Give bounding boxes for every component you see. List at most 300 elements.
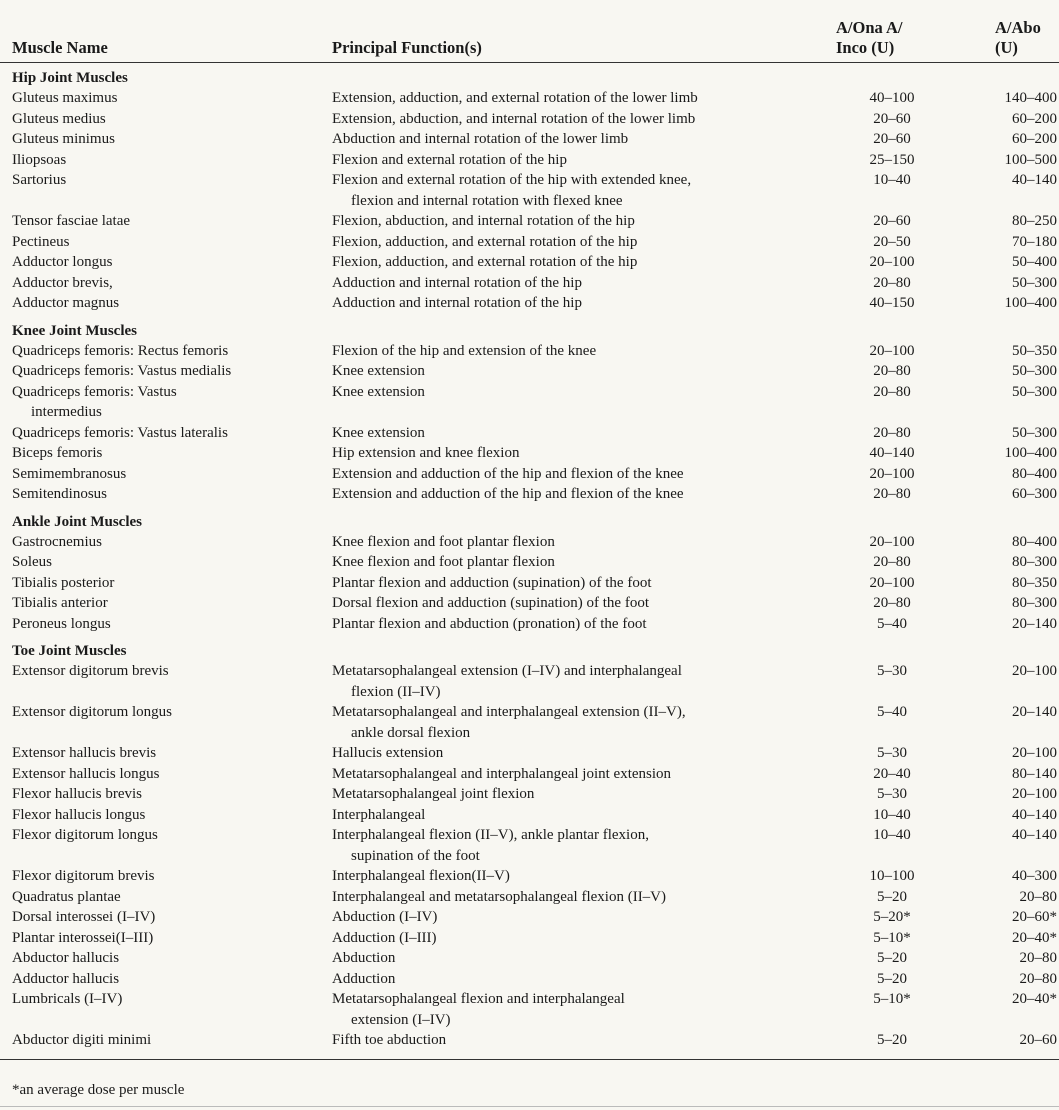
principal-function-line: Interphalangeal bbox=[332, 806, 426, 823]
principal-function-text bbox=[332, 661, 832, 702]
principal-function-cell bbox=[332, 361, 832, 382]
abo-dose-cell: 100–500 bbox=[1004, 151, 1057, 168]
abo-dose-cell: 60–300 bbox=[1012, 486, 1057, 502]
muscle-name-line: Extensor hallucis longus bbox=[12, 765, 160, 782]
principal-function-text bbox=[332, 109, 832, 130]
header-ona-line-1: A/Ona A/ bbox=[836, 18, 903, 37]
muscle-name-text bbox=[12, 702, 332, 723]
table-row bbox=[0, 764, 1059, 785]
footnote: *an average dose per muscle bbox=[12, 1082, 185, 1098]
ona-dose-cell: 20–60 bbox=[873, 131, 911, 147]
principal-function-line: Knee extension bbox=[332, 363, 425, 379]
muscle-name-cell bbox=[0, 1030, 332, 1059]
ona-dose-cell: 20–100 bbox=[869, 465, 915, 482]
abo-dose-cell: 100–400 bbox=[1004, 295, 1057, 311]
table-row bbox=[0, 948, 1059, 969]
ona-dose-cell: 20–80 bbox=[873, 486, 911, 502]
muscle-name-text bbox=[12, 232, 332, 253]
principal-function-line: Metatarsophalangeal extension (I–IV) and interphalangeal bbox=[332, 663, 682, 679]
principal-function-cell bbox=[332, 443, 832, 464]
muscle-name-cell bbox=[0, 573, 332, 594]
muscle-name-text bbox=[12, 252, 332, 273]
muscle-name-cell bbox=[0, 614, 332, 635]
header-ona-dose bbox=[832, 18, 952, 63]
muscle-name-line: Tibialis posterior bbox=[12, 574, 115, 591]
section-header-row bbox=[0, 505, 1059, 532]
header-abo-line-2: (U) bbox=[995, 37, 1018, 57]
muscle-name-line: Pectineus bbox=[12, 233, 70, 250]
muscle-name-text bbox=[12, 129, 332, 150]
ona-dose-cell: 20–100 bbox=[869, 342, 915, 359]
section-title: Hip Joint Muscles bbox=[12, 70, 128, 86]
table-row bbox=[0, 743, 1059, 764]
principal-function-cell bbox=[332, 805, 832, 826]
ona-dose-cell: 20–100 bbox=[869, 574, 915, 591]
principal-function-line: Plantar flexion and adduction (supination) of the foot bbox=[332, 574, 652, 591]
muscle-name-cell bbox=[0, 211, 332, 232]
principal-function-line: Metatarsophalangeal and interphalangeal joint extension bbox=[332, 765, 672, 782]
table-row bbox=[0, 1030, 1059, 1059]
muscle-name-line: Abductor hallucis bbox=[12, 950, 120, 966]
muscle-name-text bbox=[12, 784, 332, 805]
principal-function-cell bbox=[332, 989, 832, 1030]
table-row bbox=[0, 361, 1059, 382]
abo-dose-cell: 20–80 bbox=[1019, 888, 1057, 905]
principal-function-line: Flexion and external rotation of the hip bbox=[332, 151, 567, 168]
principal-function-cell bbox=[332, 764, 832, 785]
abo-dose-cell: 80–140 bbox=[1012, 765, 1057, 782]
abo-dose-cell: 20–100 bbox=[1012, 663, 1057, 679]
principal-function-text bbox=[332, 361, 832, 382]
muscle-name-line: Semitendinosus bbox=[12, 486, 108, 502]
principal-function-line: ankle dorsal flexion bbox=[351, 724, 471, 741]
abo-dose-cell: 20–140 bbox=[1012, 704, 1057, 720]
muscle-name-line: Flexor digitorum longus bbox=[12, 827, 158, 843]
table-row bbox=[0, 573, 1059, 594]
principal-function-cell bbox=[332, 211, 832, 232]
principal-function-cell bbox=[332, 273, 832, 294]
principal-function-line: Interphalangeal and metatarsophalangeal flexion (II–V) bbox=[332, 888, 667, 905]
muscle-name-line: Adductor longus bbox=[12, 254, 113, 270]
principal-function-cell bbox=[332, 614, 832, 635]
ona-dose-cell: 5–20 bbox=[877, 888, 907, 905]
muscle-name-cell bbox=[0, 702, 332, 743]
principal-function-text bbox=[332, 484, 832, 505]
principal-function-line: Abduction bbox=[332, 950, 396, 966]
ona-dose-cell: 20–50 bbox=[873, 233, 911, 250]
muscle-name-cell bbox=[0, 552, 332, 573]
muscle-name-line: Gluteus maximus bbox=[12, 90, 118, 106]
abo-dose-cell: 80–400 bbox=[1012, 533, 1057, 550]
muscle-name-line: Iliopsoas bbox=[12, 151, 67, 168]
table-row bbox=[0, 382, 1059, 423]
table-row bbox=[0, 341, 1059, 362]
principal-function-text bbox=[332, 423, 832, 444]
muscle-name-text bbox=[12, 907, 332, 928]
ona-dose-cell: 5–30 bbox=[877, 663, 907, 679]
principal-function-line: Dorsal flexion and adduction (supination) of the foot bbox=[332, 595, 650, 611]
principal-function-text bbox=[332, 989, 832, 1030]
principal-function-cell bbox=[332, 928, 832, 949]
principal-function-text bbox=[332, 341, 832, 362]
principal-function-cell bbox=[332, 382, 832, 423]
muscle-name-line: Quadriceps femoris: Vastus medialis bbox=[12, 363, 232, 379]
abo-dose-cell: 50–300 bbox=[1012, 424, 1057, 441]
principal-function-cell bbox=[332, 552, 832, 573]
abo-dose-cell: 80–300 bbox=[1012, 595, 1057, 611]
table-row bbox=[0, 532, 1059, 553]
ona-dose-cell: 40–140 bbox=[869, 445, 915, 461]
muscle-name-cell bbox=[0, 273, 332, 294]
ona-dose-cell: 40–150 bbox=[869, 295, 915, 311]
abo-dose-cell: 20–80 bbox=[1019, 950, 1057, 966]
muscle-name-cell bbox=[0, 969, 332, 990]
principal-function-line: extension (I–IV) bbox=[351, 1011, 451, 1028]
principal-function-text bbox=[332, 532, 832, 553]
muscle-name-line: Gluteus medius bbox=[12, 110, 106, 127]
header-abo-dose bbox=[952, 18, 1059, 63]
principal-function-text bbox=[332, 293, 832, 314]
principal-function-line: Knee extension bbox=[332, 383, 425, 400]
principal-function-cell bbox=[332, 293, 832, 314]
muscle-name-cell bbox=[0, 484, 332, 505]
muscle-name-cell bbox=[0, 661, 332, 702]
principal-function-text bbox=[332, 1030, 832, 1051]
principal-function-cell bbox=[332, 661, 832, 702]
muscle-name-line: Lumbricals (I–IV) bbox=[12, 991, 123, 1007]
abo-dose-cell: 50–400 bbox=[1012, 254, 1057, 270]
principal-function-cell bbox=[332, 948, 832, 969]
principal-function-cell bbox=[332, 88, 832, 109]
muscle-name-line: Gluteus minimus bbox=[12, 131, 115, 147]
abo-dose-cell: 20–60 bbox=[1019, 1032, 1057, 1048]
table-row bbox=[0, 150, 1059, 171]
muscle-name-text bbox=[12, 170, 332, 191]
ona-dose-cell: 20–100 bbox=[869, 533, 915, 550]
principal-function-text bbox=[332, 443, 832, 464]
muscle-name-cell bbox=[0, 948, 332, 969]
muscle-name-line: Dorsal interossei (I–IV) bbox=[12, 909, 156, 925]
table-row bbox=[0, 129, 1059, 150]
principal-function-text bbox=[332, 552, 832, 573]
muscle-name-text bbox=[12, 341, 332, 362]
section-title: Toe Joint Muscles bbox=[12, 643, 127, 659]
muscle-name-cell bbox=[0, 743, 332, 764]
principal-function-text bbox=[332, 464, 832, 485]
muscle-name-line: Sartorius bbox=[12, 172, 67, 188]
principal-function-cell bbox=[332, 532, 832, 553]
table-bottom-rule bbox=[0, 1059, 1059, 1060]
abo-dose-cell: 20–100 bbox=[1012, 745, 1057, 761]
muscle-name-line: Quadratus plantae bbox=[12, 888, 121, 905]
principal-function-line: Flexion, adduction, and external rotation of the hip bbox=[332, 233, 638, 250]
muscle-name-text bbox=[12, 805, 332, 826]
abo-dose-cell: 50–300 bbox=[1012, 274, 1057, 291]
principal-function-line: Flexion of the hip and extension of the knee bbox=[332, 342, 597, 359]
muscle-name-cell bbox=[0, 293, 332, 314]
muscle-name-text bbox=[12, 443, 332, 464]
principal-function-line: Metatarsophalangeal and interphalangeal extension (II–V), bbox=[332, 704, 686, 720]
ona-dose-cell: 40–100 bbox=[869, 90, 915, 106]
table-row bbox=[0, 866, 1059, 887]
principal-function-text bbox=[332, 825, 832, 866]
muscle-name-line: Quadriceps femoris: Rectus femoris bbox=[12, 342, 229, 359]
muscle-name-text bbox=[12, 1030, 332, 1051]
muscle-name-text bbox=[12, 552, 332, 573]
principal-function-text bbox=[332, 88, 832, 109]
muscle-name-text bbox=[12, 109, 332, 130]
principal-function-text bbox=[332, 211, 832, 232]
principal-function-text bbox=[332, 150, 832, 171]
section-title: Ankle Joint Muscles bbox=[12, 513, 143, 530]
muscle-name-cell bbox=[0, 443, 332, 464]
abo-dose-cell: 100–400 bbox=[1004, 445, 1057, 461]
ona-dose-cell: 5–20 bbox=[877, 970, 907, 987]
muscle-name-text bbox=[12, 150, 332, 171]
ona-dose-cell: 5–20* bbox=[873, 909, 911, 925]
ona-dose-cell: 10–40 bbox=[873, 827, 911, 843]
abo-dose-cell: 40–300 bbox=[1012, 868, 1057, 884]
muscle-name-text bbox=[12, 661, 332, 682]
muscle-name-line: Adductor brevis, bbox=[12, 274, 113, 291]
principal-function-line: flexion (II–IV) bbox=[351, 683, 441, 700]
table-header bbox=[0, 18, 1059, 63]
table-row bbox=[0, 211, 1059, 232]
muscle-name-line: Flexor hallucis brevis bbox=[12, 786, 142, 802]
muscle-name-text bbox=[12, 887, 332, 908]
ona-dose-cell: 20–80 bbox=[873, 363, 911, 379]
muscle-name-text bbox=[12, 866, 332, 887]
principal-function-text bbox=[332, 614, 832, 635]
muscle-name-text bbox=[12, 273, 332, 294]
section-header-row bbox=[0, 314, 1059, 341]
table-body bbox=[0, 63, 1059, 1060]
muscle-name-cell bbox=[0, 764, 332, 785]
table-row bbox=[0, 252, 1059, 273]
table-row bbox=[0, 232, 1059, 253]
principal-function-text bbox=[332, 969, 832, 990]
ona-dose-cell: 20–80 bbox=[873, 554, 911, 570]
muscle-name-line: Quadriceps femoris: Vastus bbox=[12, 383, 177, 400]
muscle-name-cell bbox=[0, 361, 332, 382]
muscle-name-cell bbox=[0, 150, 332, 171]
principal-function-line: Adduction and internal rotation of the hip bbox=[332, 274, 582, 291]
abo-dose-cell: 80–250 bbox=[1012, 213, 1057, 229]
muscle-name-text bbox=[12, 464, 332, 485]
principal-function-line: Extension, adduction, and external rotation of the lower limb bbox=[332, 90, 698, 106]
muscle-name-cell bbox=[0, 341, 332, 362]
table-row bbox=[0, 825, 1059, 866]
muscle-name-text bbox=[12, 382, 332, 423]
abo-dose-cell: 20–140 bbox=[1012, 615, 1057, 632]
principal-function-cell bbox=[332, 341, 832, 362]
principal-function-line: Hip extension and knee flexion bbox=[332, 445, 520, 461]
muscle-name-line: Soleus bbox=[12, 554, 53, 570]
ona-dose-cell: 5–30 bbox=[877, 786, 907, 802]
principal-function-cell bbox=[332, 1030, 832, 1059]
principal-function-text bbox=[332, 805, 832, 826]
muscle-name-text bbox=[12, 573, 332, 594]
principal-function-line: Adduction (I–III) bbox=[332, 929, 437, 946]
ona-dose-cell: 20–80 bbox=[873, 383, 911, 400]
ona-dose-cell: 20–80 bbox=[873, 274, 911, 291]
ona-dose-cell: 5–30 bbox=[877, 745, 907, 761]
muscle-name-line: Flexor digitorum brevis bbox=[12, 868, 155, 884]
table-row bbox=[0, 552, 1059, 573]
principal-function-line: Metatarsophalangeal joint flexion bbox=[332, 786, 535, 802]
abo-dose-cell: 50–300 bbox=[1012, 383, 1057, 400]
table-row bbox=[0, 989, 1059, 1030]
muscle-name-cell bbox=[0, 784, 332, 805]
muscle-name-text bbox=[12, 989, 332, 1010]
principal-function-text bbox=[332, 593, 832, 614]
principal-function-text bbox=[332, 948, 832, 969]
muscle-name-text bbox=[12, 293, 332, 314]
principal-function-text bbox=[332, 928, 832, 949]
muscle-name-cell bbox=[0, 109, 332, 130]
muscle-name-line: Abductor digiti minimi bbox=[12, 1032, 152, 1048]
principal-function-cell bbox=[332, 484, 832, 505]
principal-function-text bbox=[332, 170, 832, 211]
muscle-name-line: Extensor hallucis brevis bbox=[12, 745, 157, 761]
principal-function-cell bbox=[332, 743, 832, 764]
principal-function-cell bbox=[332, 969, 832, 990]
ona-dose-cell: 5–40 bbox=[877, 704, 907, 720]
muscle-name-line: Peroneus longus bbox=[12, 615, 111, 632]
muscle-name-line: Flexor hallucis longus bbox=[12, 806, 146, 823]
table-row bbox=[0, 805, 1059, 826]
principal-function-line: Adduction and internal rotation of the hip bbox=[332, 295, 582, 311]
table-row bbox=[0, 661, 1059, 702]
muscle-name-line: Tibialis anterior bbox=[12, 595, 108, 611]
principal-function-text bbox=[332, 743, 832, 764]
ona-dose-cell: 20–60 bbox=[873, 110, 911, 127]
section-header-row bbox=[0, 63, 1059, 89]
muscle-name-text bbox=[12, 614, 332, 635]
principal-function-text bbox=[332, 252, 832, 273]
muscle-name-text bbox=[12, 764, 332, 785]
muscle-name-text bbox=[12, 593, 332, 614]
principal-function-text bbox=[332, 866, 832, 887]
ona-dose-cell: 20–80 bbox=[873, 595, 911, 611]
table-row bbox=[0, 614, 1059, 635]
table-row bbox=[0, 887, 1059, 908]
table-row bbox=[0, 907, 1059, 928]
ona-dose-cell: 20–60 bbox=[873, 213, 911, 229]
principal-function-text bbox=[332, 887, 832, 908]
ona-dose-cell: 10–40 bbox=[873, 172, 911, 188]
table-row bbox=[0, 293, 1059, 314]
muscle-name-line: Extensor digitorum brevis bbox=[12, 663, 169, 679]
abo-dose-cell: 20–80 bbox=[1019, 970, 1057, 987]
table-row bbox=[0, 928, 1059, 949]
principal-function-text bbox=[332, 784, 832, 805]
principal-function-cell bbox=[332, 423, 832, 444]
principal-function-cell bbox=[332, 907, 832, 928]
table-row bbox=[0, 170, 1059, 211]
muscle-name-line: Adductor magnus bbox=[12, 295, 120, 311]
principal-function-text bbox=[332, 232, 832, 253]
principal-function-line: Hallucis extension bbox=[332, 745, 444, 761]
muscle-name-cell bbox=[0, 382, 332, 423]
ona-dose-cell: 5–20 bbox=[877, 950, 907, 966]
header-principal-function: Principal Function(s) bbox=[332, 18, 832, 63]
muscle-name-text bbox=[12, 969, 332, 990]
ona-dose-cell: 20–40 bbox=[873, 765, 911, 782]
muscle-name-line: intermedius bbox=[31, 404, 102, 420]
section-header-row bbox=[0, 634, 1059, 661]
ona-dose-cell: 25–150 bbox=[869, 151, 915, 168]
principal-function-cell bbox=[332, 109, 832, 130]
abo-dose-cell: 50–350 bbox=[1012, 342, 1057, 359]
abo-dose-cell: 20–60* bbox=[1012, 909, 1057, 925]
table-row bbox=[0, 464, 1059, 485]
muscle-name-text bbox=[12, 423, 332, 444]
muscle-name-cell bbox=[0, 532, 332, 553]
principal-function-text bbox=[332, 764, 832, 785]
principal-function-line: Knee flexion and foot plantar flexion bbox=[332, 554, 555, 570]
table-row bbox=[0, 88, 1059, 109]
muscle-name-cell bbox=[0, 907, 332, 928]
principal-function-text bbox=[332, 382, 832, 403]
muscle-name-cell bbox=[0, 989, 332, 1030]
principal-function-cell bbox=[332, 866, 832, 887]
muscle-name-line: Plantar interossei(I–III) bbox=[12, 929, 154, 946]
abo-dose-cell: 20–40* bbox=[1012, 991, 1057, 1007]
principal-function-cell bbox=[332, 232, 832, 253]
muscle-name-cell bbox=[0, 423, 332, 444]
muscle-name-line: Tensor fasciae latae bbox=[12, 213, 131, 229]
bottom-divider bbox=[0, 1106, 1059, 1107]
abo-dose-cell: 20–100 bbox=[1012, 786, 1057, 802]
principal-function-cell bbox=[332, 593, 832, 614]
principal-function-cell bbox=[332, 129, 832, 150]
principal-function-text bbox=[332, 129, 832, 150]
abo-dose-cell: 80–300 bbox=[1012, 554, 1057, 570]
abo-dose-cell: 60–200 bbox=[1012, 110, 1057, 127]
principal-function-text bbox=[332, 273, 832, 294]
principal-function-line: Interphalangeal flexion (II–V), ankle plantar flexion, bbox=[332, 827, 649, 843]
abo-dose-cell: 40–140 bbox=[1012, 806, 1057, 823]
table-row bbox=[0, 484, 1059, 505]
principal-function-line: Flexion, adduction, and external rotation of the hip bbox=[332, 254, 638, 270]
principal-function-text bbox=[332, 702, 832, 743]
muscle-name-cell bbox=[0, 928, 332, 949]
abo-dose-cell: 60–200 bbox=[1012, 131, 1057, 147]
muscle-name-cell bbox=[0, 825, 332, 866]
ona-dose-cell: 5–20 bbox=[877, 1032, 907, 1048]
muscle-name-cell bbox=[0, 170, 332, 211]
ona-dose-cell: 10–40 bbox=[873, 806, 911, 823]
abo-dose-cell: 20–40* bbox=[1012, 929, 1057, 946]
principal-function-cell bbox=[332, 464, 832, 485]
principal-function-line: Plantar flexion and abduction (pronation) of the foot bbox=[332, 615, 647, 632]
muscle-name-line: Extensor digitorum longus bbox=[12, 704, 172, 720]
principal-function-line: Extension and adduction of the hip and flexion of the knee bbox=[332, 486, 684, 502]
muscle-name-text bbox=[12, 928, 332, 949]
muscle-dose-table bbox=[0, 18, 1059, 1060]
muscle-name-cell bbox=[0, 866, 332, 887]
principal-function-line: Adduction bbox=[332, 970, 396, 987]
muscle-name-cell bbox=[0, 464, 332, 485]
muscle-name-cell bbox=[0, 129, 332, 150]
ona-dose-cell: 5–10* bbox=[873, 929, 911, 946]
muscle-name-line: Quadriceps femoris: Vastus lateralis bbox=[12, 424, 228, 441]
ona-dose-cell: 5–40 bbox=[877, 615, 907, 632]
principal-function-cell bbox=[332, 170, 832, 211]
muscle-name-cell bbox=[0, 805, 332, 826]
muscle-name-text bbox=[12, 532, 332, 553]
